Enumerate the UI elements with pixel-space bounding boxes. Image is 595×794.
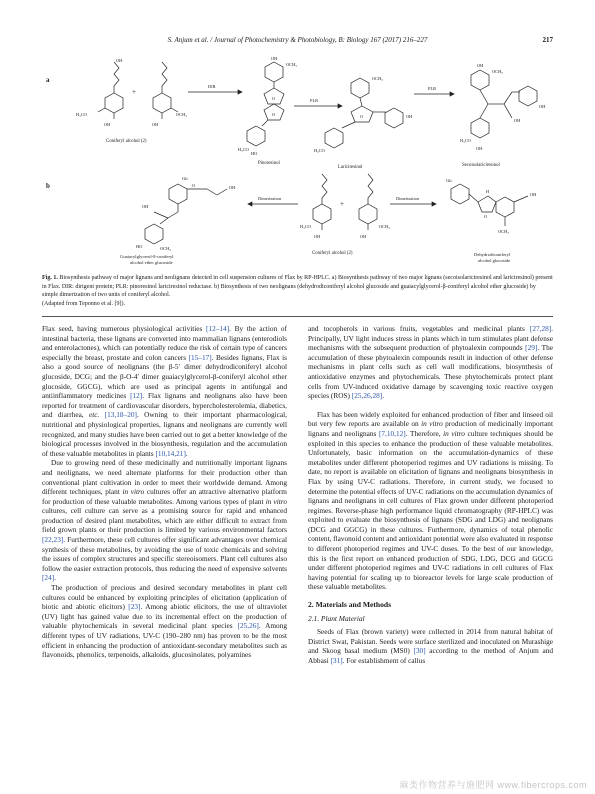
ggcg-label-line1: Guaiacylglycerol-8-coniferyl [120,254,174,259]
citation-link[interactable]: [27,28] [529,324,552,333]
text-run: . Among abiotic elicitors, the use of ultraviolet (UV) light has gained value due to its incremental effect on the production of valuable phytochemicals in several medicinal plant species [42,602,287,631]
journal-citation: S. Anjum et al. / Journal of Photochemistry & Photobiology, B: Biology 167 (2017) 216–227 [167,36,428,44]
citation-link[interactable]: [15–17] [188,352,212,362]
citation-link[interactable]: [31] [330,656,343,665]
caption-source: (Adapted from Teponno et al. [9]). [42,300,125,307]
text-run: . For establishment of callus [342,656,426,665]
arrowhead-icon [432,202,436,206]
oh-label: OH [314,234,321,239]
paragraph [42,583,287,660]
h-label: H [486,189,490,194]
citation-link[interactable]: [24] [42,573,55,583]
dir-enzyme-label: DIR [208,84,216,89]
och3-label: OCH₃ [498,229,509,234]
dcg-label-line2: alcohol glucoside [478,258,511,263]
paragraph [308,324,553,401]
text-run: . Besides lignans, Flax is also a good source of neolignans (the β-5′ dimer dehydrodiconiferyl alcohol glucoside, DCG; and the β-O-4′ dimer guaiacylglycerol-β-coniferyl alcohol ether glucoside, GGCG), which are used as principal agents in antifungal and antiinflammatory medicines [42,352,287,401]
citation-link[interactable]: [12] [130,391,143,401]
och3-label: OCH₃ [379,224,390,229]
text-run: according to the method of Anjum and Abbasi [308,646,553,665]
paragraph [42,324,287,458]
plus-sign: + [132,88,136,96]
plr-enzyme-label-1: PLR [310,98,319,103]
citation-link[interactable]: [25,26,28] [351,391,383,401]
dimerization-label-right: Dimerization [396,196,420,201]
o-label: O [484,214,488,219]
text-run: Seeds of Flax (brown variety) were collected in 2014 from natural habitat of District Swat, Pakistan. Seeds were surface sterilized and inoculated on Murashige and Skoog basal medium (MS0) [308,627,553,656]
glc-label: Glc [182,176,189,181]
text-run: . Owning to their important pharmacological, nutritional and physiological properties, lignans and neolignans are currently well recognized, and many studies have been carried out to get a better knowledge of the biological processes involved in the biosynthesis, regulation and the accumulation of these valuable metabolites in plants [42,410,287,458]
secoisolariciresinol-label: Secoisolariciresinol [462,163,500,168]
och3-label: OCH₃ [492,69,503,74]
citation-link[interactable]: [30] [413,646,426,656]
biosynthesis-pathway-diagram [42,56,553,268]
watermark: 麻类作物营养与施肥网 www.fibercrops.com [399,780,587,790]
caption-divider [42,316,553,317]
citation-link[interactable]: [23] [128,602,141,612]
section-heading: 2. Materials and Methods [308,600,392,610]
text-run: Flax seed, having numerous physiological activities [42,324,207,333]
citation-link[interactable]: [29] [525,343,538,353]
arrowhead-icon [238,90,242,94]
coniferyl-alcohol-label-b: Coniferyl alcohol (2) [312,251,353,256]
paragraph [42,458,287,583]
oh-label: OH [477,63,484,68]
h3co-label: H₃CO [314,148,325,153]
page-number: 217 [542,36,553,44]
caption-label: Fig. 1. [42,275,58,281]
citation-link[interactable]: [22,23] [42,535,64,545]
h3co-label: H₃CO [300,224,311,229]
panel-a-label: a [46,76,50,84]
oh-label: OH [152,122,159,127]
och3-label: OCH₃ [160,246,171,251]
right-column [308,324,553,666]
h3co-label: H₃CO [460,138,471,143]
oh-label: OH [116,58,123,63]
text-run: . [54,573,56,583]
text-run: in vitro [421,419,443,429]
arrowhead-icon [450,92,454,96]
text-run: . Furthermore, these cell cultures offer significant advantages over chemical synthesis of these metabolites, by avoiding the use of toxic chemicals and solving the issues of complex structures and specific stereoisomers. Plant cell cultures also follow the easier extraction protocols, thus reducing the need of expensive solvents [42,535,287,573]
ho-label: HO [251,151,258,156]
text-run: . Among different types of UV radiations, UV-C (190–280 nm) has proven to be the most efficient in enhancing the production of antioxidant-secondary metabolites such as flavonoids, phenolics, terpenoids, alkaloids, glucosinolates, polyamines [42,621,287,660]
text-run: culture techniques should be exploited in this species to enhance the production of these valuable metabolites. Unfortunately, basic information on the accumulation-dynamics of these metabolites under different photoperiod regimes and UV radiations is missing. To date, no report is available on elicitation of lignans and neolignans biosynthesis in Flax by using UV-C radiations. Therefore, in current study, we focused to determine the potential effects of UV-C radiations on the accumulation dynamics of lignans and neolignans in cell cultures of Flax grown under different photoperiod regimes. Reverse-phase high performance liquid chromatography (RP-HPLC) was exploited to evaluate the biosynthesis of lignans (SDG and LDG) and neolignans (DCG and GGCG) in these cultures. Furthermore, dynamics of total phenolic content, flavonoid content and antioxidant potential were also evaluated in response to different photoperiod regimes and UV-C doses. To the best of our knowledge, this is the first report on enhanced production of SDG, LDG, DCG and GGCG under different photoperiod regimes and UV-C radiations in cell cultures of Flax having potential for scaling up to bioreactor levels for large scale production of these valuable metabolites. [308,428,554,592]
o-label: O [360,114,364,119]
o-label: O [272,112,276,117]
text-run: . Flax lignans and neolignans also have been reported for treatment of cardiovascular disorders, hypercholesterolemia, diabetics, and diarrhea, [42,391,287,420]
coniferyl-molecule-1 [98,62,123,119]
ggcg-molecule [145,184,227,244]
citation-link[interactable]: [10,14,21] [155,448,186,458]
citation-link[interactable]: [12–14] [206,324,230,333]
text-run: production of medicinally important lignans and neolignans [308,419,553,438]
dcg-molecule [451,184,528,226]
text-run: and tocopherols in various fruits, vegetables and medicinal plants [308,324,530,333]
arrowhead-icon [248,202,252,206]
dcg-label-line1: Dehydrodiconiferyl [474,252,511,257]
text-run: in vitro [265,496,287,506]
glc-label: Glc [446,178,453,183]
plr-enzyme-label-2: PLR [428,86,437,91]
text-run: . Therefore, [405,428,444,438]
h3co-label: H₃CO [238,147,249,152]
oh-label: OH [530,192,537,197]
text-run: cultures, cell culture can serve as a promising source for rapid and enhanced production of desired plant metabolites, which are either difficult to extract from field grown plants or their production is limited by various environmental factors [42,506,287,535]
text-run: . The accumulation of these phytoalexin compounds result in induction of other defense mechanisms in plant cells such as cell wall modifications, biosynthesis of antioxidative enzymes and phytochemicals. These phytochemicals protect plant cells from UV-induced oxidative damage by scavenging toxic reactive oxygen species (ROS) [308,343,553,401]
pinoresinol-label: Pinoresinol [258,161,280,166]
oh-label: OH [406,114,413,119]
coniferyl-pair-b [313,174,377,230]
citation-link[interactable]: [13,18–20] [104,410,137,420]
pinoresinol-molecule [247,62,284,146]
dimerization-label-left: Dimerization [258,196,282,201]
ggcg-label-line2: alcohol ether glucoside [130,260,173,265]
coniferyl-molecule-2 [153,62,178,119]
och3-label: OCH₃ [176,112,187,117]
text-run: in vitro [443,428,465,438]
o-label: O [272,96,276,101]
lariciresinol-label: Lariciresinol [338,165,363,170]
left-column [42,324,287,660]
arrowhead-icon [338,104,342,108]
citation-link[interactable]: [7,10,12] [378,428,406,438]
oh-label: OH [229,185,236,190]
text-run: Flax has been widely exploited for enhanced production of fiber and linseed oil but very few reports are available on [308,409,553,429]
oh-label: OH [539,104,546,109]
o-label: O [192,183,196,188]
paragraph [308,627,553,665]
text-run: . [382,391,385,401]
figure-1 [42,56,553,268]
text-run: cultures offer an attractive alternative platform for production of these valuable metabolites. Among various types of plant [42,487,287,506]
oh-label: OH [142,204,149,209]
text-run: in vitro [122,487,145,497]
oh-label: OH [104,122,111,127]
figure-caption [42,274,553,308]
text-run: Due to growing need of these medicinally and nutritionally important lignans and neolignans, we need alternate platforms for their production other than conventional plant cultivation in order to meet their worldwide demand. Among different techniques, plant [42,458,287,497]
paragraph [308,410,553,592]
text-run: . [185,448,188,458]
h3co-label: H₃CO [76,112,87,117]
running-header [42,36,553,48]
ho-label: HO [136,244,143,249]
coniferyl-alcohol-label-a: Coniferyl alcohol (2) [106,139,147,144]
och3-label: OCH₃ [286,62,297,67]
caption-text: Biosynthesis pathway of major lignans and neolignans detected in cell suspension cultures of Flax by RP-HPLC. a) Biosynthesis pathway of two major lignans (secoisolariciresinol and lariciresinol) present in Flax. DIR: dirigent protein; PLR: pinoresinol lariciresinol reductase. b) Biosynthesis of two neolignans (dehydrodiconiferyl alcohol glucoside and guaiacylglycerol-β-coniferyl alcohol ether glucoside) by simple dimerization of two units of coniferyl alcohol. [42,275,553,298]
text-run: The production of precious and desired secondary metabolites in plant cell cultures could be enhanced by exploiting principles of elicitation (application of biotic and abiotic elicitors) [42,583,287,612]
oh-label: OH [360,234,367,239]
oh-label: OH [271,56,278,61]
citation-link[interactable]: [25,26] [237,621,259,631]
secoisolariciresinol-molecule [471,70,537,138]
panel-b-label: b [46,182,50,190]
oh-label: OH [476,146,483,151]
oh-label: OH [514,118,521,123]
text-run: . Principally, UV light induces stress in plants which in turn stimulates plant defense mechanisms with the subsequent production of phytoalexin compounds [308,324,553,353]
subsection-heading: 2.1. Plant Material [308,613,365,623]
text-run: . By the action of intestinal bacteria, these lignans are converted into mammalian lignans (enterodiols and enterolactones), which can potentially reduce the risk of certain type of cancers especially the breast, prostate and colon cancers [42,324,287,362]
och3-label: OCH₃ [372,76,383,81]
text-run: etc. [89,410,100,420]
plus-sign: + [340,200,344,208]
lariciresinol-molecule [325,78,403,148]
